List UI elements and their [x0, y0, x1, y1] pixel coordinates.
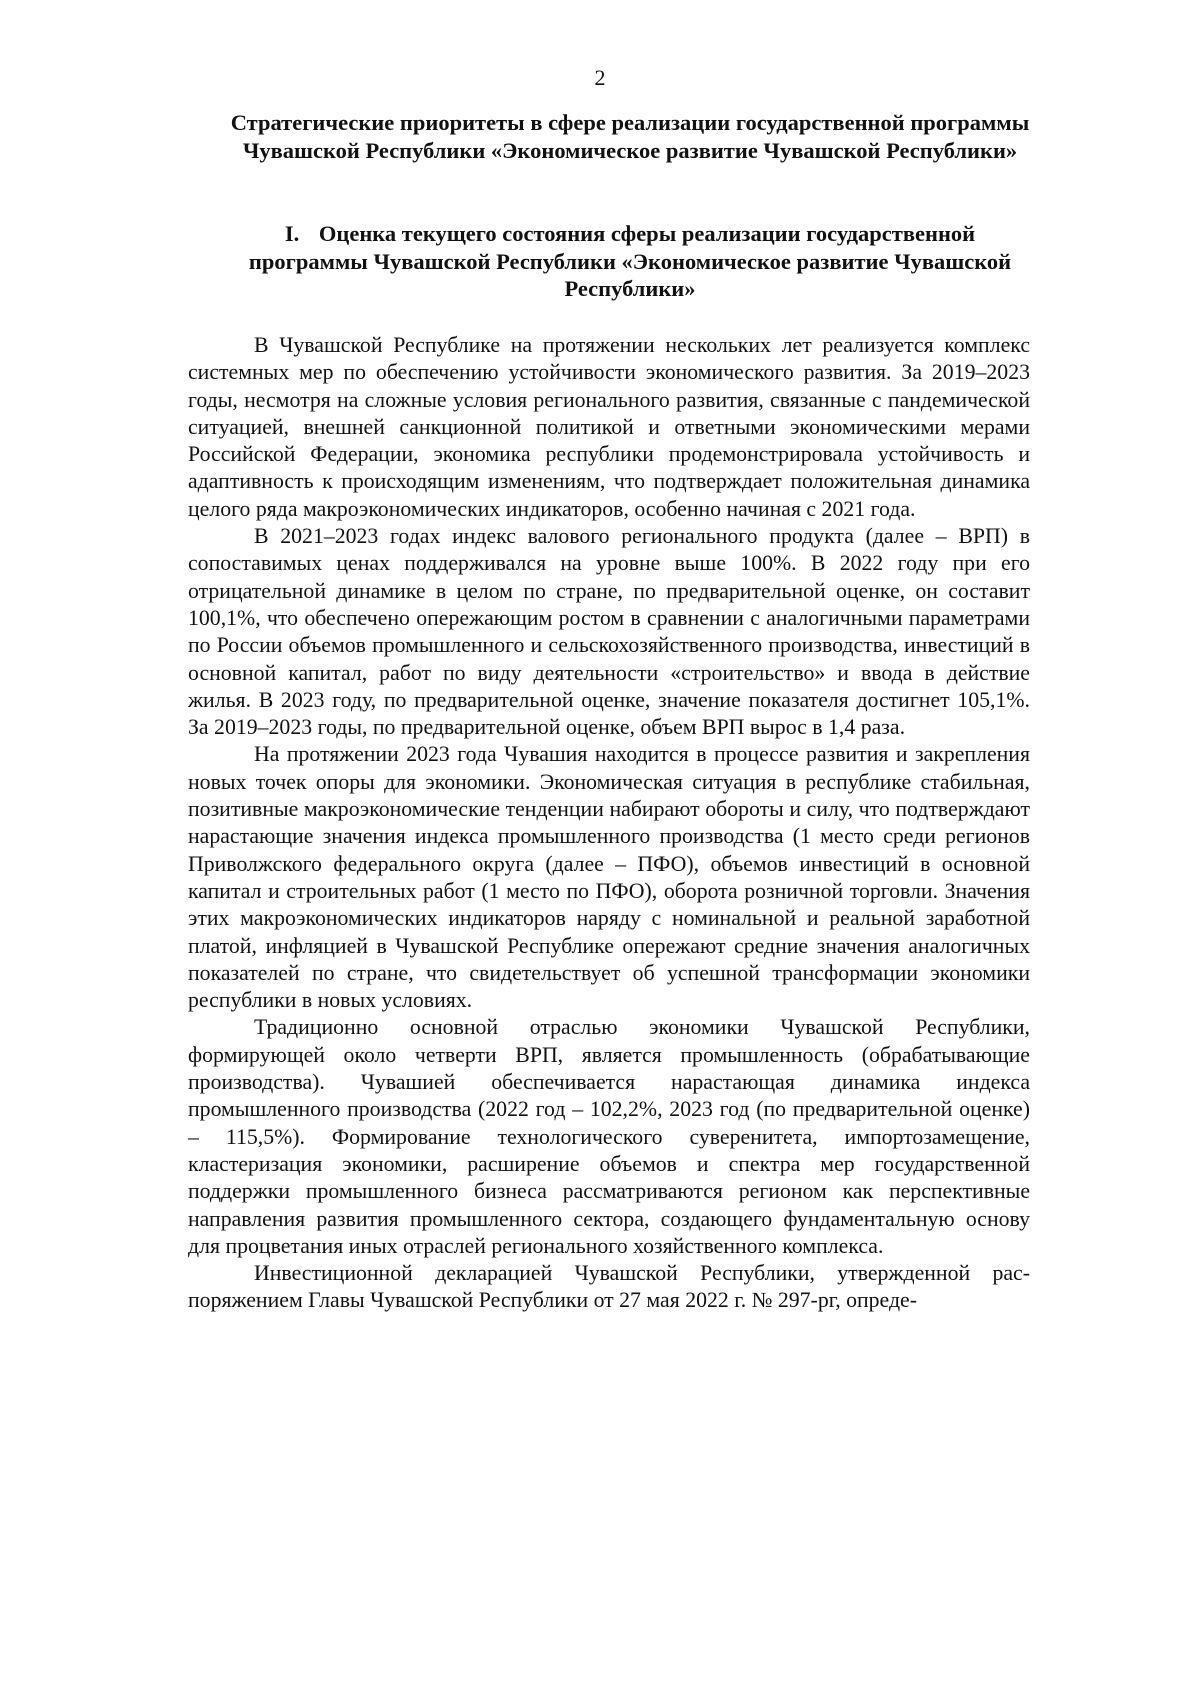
paragraph-1: В Чувашской Республике на протяжении нескольких лет реализуется комплекс системных мер по обеспечению устойчивости экономического развития. За 2019–2023 годы, несмотря на сложные условия регионального развития, связанные с пандемической ситуацией, внешней санкционной политикой и ответными экономическими мерами Российской Федерации, экономика республики продемонстрировала устойчивость и адаптивность к происходящим изменениям, что подтверждает положительная динамика целого ряда макроэкономических индикаторов, особенно начиная с 2021 года. [188, 333, 1030, 521]
document-body [188, 332, 1030, 1315]
page-number: 2 [594, 65, 606, 90]
section-title-line1: Оценка текущего состояния сферы реализации государственной [318, 221, 976, 246]
section-heading-first-line [230, 220, 1030, 248]
paragraph-2: В 2021–2023 годах индекс валового регионального продукта (далее – ВРП) в сопоставимых ценах поддерживался на уровне выше 100%. В 2022 году при его отрицательной динамике в целом по стране, по предварительной оценке, он составит 100,1%, что обеспечено опережающим ростом в сравнении с аналогичными параметрами по России объемов промышленного и сельскохозяйственного производства, инвестиций в основной капитал, работ по виду деятельности «строительство» и ввода в действие жилья. В 2023 году, по предварительной оценке, значение показателя достигнет 105,1%. За 2019–2023 годы, по предварительной оценке, объем ВРП вырос в 1,4 раза. [188, 524, 1030, 740]
section-heading [230, 220, 1030, 303]
paragraph-3: На протяжении 2023 года Чувашия находится в процессе развития и закрепления новых точек опоры для экономики. Экономическая ситуация в республике стабильная, позитивные макроэкономические тенденции набирают обороты и силу, что подтверждают нарастающие значения индекса промышленного производства (1 место среди регионов Приволжского федерального округа (далее – ПФО), объемов инвестиций в основной капитал и строительных работ (1 место по ПФО), оборота розничной торговли. Значения этих макроэкономических индикаторов наряду с номинальной и реальной заработной платой, инфляцией в Чувашской Республике опережают средние значения аналогичных показателей по стране, что свидетельствует об успешной трансформации экономики республики в новых условиях. [188, 742, 1030, 1013]
paragraph-5: Инвестиционной декларацией Чувашской Республики, утвержденной распоряжением Главы Чувашской Республики от 27 мая 2022 г. № 297-рг, опреде- [188, 1261, 1030, 1313]
section-number: I. [284, 221, 300, 246]
document-title: Стратегические приоритеты в сфере реализации государственной программы Чувашской Республики «Экономическое развитие Чувашской Республики» [230, 110, 1030, 163]
section-title-rest: программы Чувашской Республики «Экономическое развитие Чувашской Республики» [248, 248, 1012, 301]
paragraph-4: Традиционно основной отраслью экономики Чувашской Республики, формирующей около четверти ВРП, является промышленность (обрабатывающие производства). Чувашией обеспечивается нарастающая динамика индекса промышленного производства (2022 год – 102,2%, 2023 год (по предварительной оценке) – 115,5%). Формирование технологического суверенитета, импортозамещение, кластеризация экономики, расширение объемов и спектра мер государственной поддержки промышленного бизнеса рассматриваются регионом как перспективные направления развития промышленного сектора, создающего фундаментальную основу для процветания иных отраслей регионального хозяйственного комплекса. [188, 1015, 1030, 1258]
